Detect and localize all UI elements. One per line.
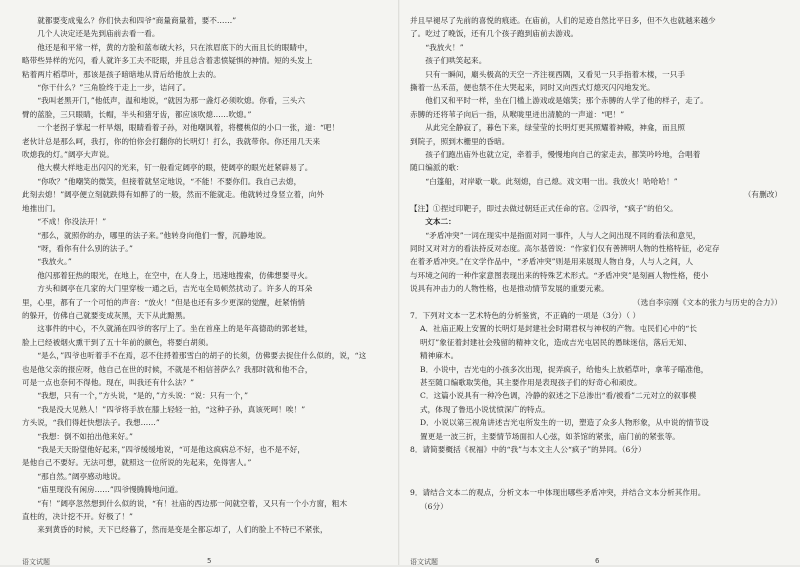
- option-c-cont: 式，体现了鲁迅小说忧愤深广的特点。: [420, 404, 550, 414]
- option-d: D．小说以第三视角讲述吉光屯所发生的一切，塑造了众多人物形象，从中说的情节设: [420, 418, 709, 428]
- text-line: 赤膊的还将苇子向后一指，从喉咙里迸出清脆的一声道：“吧！”: [410, 109, 625, 119]
- text-line: 地推出门。: [22, 203, 61, 213]
- text-line: 也是他父亲的报应呀，他自己在世的时候，不就是不相信菩萨么？我那时就和他不合，: [22, 364, 313, 374]
- text-line: “我叫老黑开门，”他低声，温和地说，“就因为那一盏灯必须吹熄。你看，三头六: [37, 96, 306, 106]
- text-line: 方头和阔亭在几家的大门里穿梭一通之后，吉光屯全局顿然扰动了。许多人的耳朵: [37, 284, 313, 294]
- answer-space: [410, 456, 782, 486]
- text-line: 他还是和平常一样，黄的方脸和蓝布破大衫，只在浓眉底下的大而且长的眼睛中，: [37, 42, 313, 52]
- text-line: 老伙计总是那么呵，我打，你的怕你会打翻你的长明灯！打么，我就带你。你还用几天来: [22, 136, 321, 146]
- text-line: 孩子们跑出庙外也就立定，牵着手，慢慢地向自己的家走去，都笑吟吟地，合唱着: [425, 150, 701, 160]
- text-line: 只有一瞬间，廟头极高的天空一齐注视西隅，又看见一只手指着木楼，一只手: [425, 69, 686, 79]
- text-line: “不成！你没法开！”: [37, 217, 107, 227]
- text-line: 在着矛盾冲突。”在文学作品中，“矛盾冲突”则是用来展现人物自身，人与人之间，人: [410, 257, 694, 267]
- option-a: A．社庙正殿上安置的长明灯是封建社会时期君权与神权的产物。屯民们心中的“长: [420, 324, 697, 334]
- text-line: 直柱的，决计挖不开。好极了！”: [22, 512, 133, 522]
- page-number: 5: [207, 557, 212, 565]
- text-line: 就都要变成鬼么？你们快去和四爷“商量商量着，要不……”: [37, 16, 237, 25]
- text-line: 他闪那着狂热的眼光，在地上，在空中，在人身上，迅速地搜索，仿佛想要寻火。: [37, 270, 313, 280]
- option-d-cont: 置更是一波三折，主要情节场面扣人心弦，如茶馆的紧张，庙门前的紧张等。: [420, 431, 680, 441]
- page-fold: [398, 0, 400, 565]
- text-line: “白篷船，对岸歇一歇。此刻熄，自己熄。戏文唱一出。我放火！哈哈哈！”: [425, 176, 678, 186]
- text-line: “庙里现没有闲房……”四爷慢腾腾地问道。: [37, 485, 183, 495]
- text-line: “我是天天盼望他好起来，”四爷缓缓地说，“可是他这疯病总不好，也不是不好，: [37, 445, 306, 454]
- text-line: 与环境之间的一种作家意图表现出来的特殊艺术形式。“矛盾冲突”是刻画人物性格，使小: [410, 270, 709, 280]
- option-b-cont: 甚至随口编歌取笑他，其主要作用是表现孩子们的好奇心和顽皮。: [420, 377, 642, 387]
- text-line: 略带些异样的光闪，看人就许多工夫不眨眼，并且总含着悲愤疑惧的神情。短的头发上: [22, 56, 313, 66]
- option-b: B．小说中，吉光屯的小孩多次出现，捉弄疯子，给他头上放稻草叶，拿苇子瞄准他，: [420, 364, 709, 374]
- option-c: C．这篇小说具有一种冷色调，冷静的叙述之下总渗出“看/被看”二元对立的叙事模: [420, 391, 697, 401]
- text-line: “矛盾冲突”一词在现实中是指面对同一事件，人与人之间出现不同的看法和意见，: [425, 230, 701, 240]
- text-line: 里，心里，都有了一个可怕的声音：“放火！”但是也还有多少更深的觉醒，赶紧悄悄: [22, 297, 306, 307]
- right-page: [410, 14, 782, 543]
- text-line: 他们又和平时一样，坐在门槛上游戏或是嬉笑；那个赤膊的人学了他的样子，走了。: [425, 96, 709, 106]
- text-line: “我放火！”: [425, 42, 464, 52]
- option-a-cont: 明灯”象征着封建社会残留的精神文化，造成吉光屯居民的愚昧迷信，落后无知、: [420, 337, 692, 347]
- text-line: 这事件的中心，不久就涌在四爷的客厅上了。坐在首座上的是年高德劭的郭老娃，: [37, 324, 313, 334]
- text-line: “是么，”四爷也听着手不在焉，忍不住捋着那雪白的胡子的长须，仿佛要去捉住什么似的，说，“这: [37, 351, 367, 361]
- text-line: 孩子们哄笑起来。: [425, 56, 487, 66]
- text-line: 的躲开，仿佛自己就要变成灰黑，天下从此黯黑。: [22, 310, 191, 320]
- text-line: “那自然。”阔亭感动地说。: [37, 471, 126, 481]
- text-line: “我想：倒不如拍出他来好。”: [37, 431, 133, 441]
- text-line: 撕着一丛禾苗，便也禁不住大哭起来，同时又向西式灯熄灭闪闪地发光。: [410, 83, 655, 93]
- text-line: 了。吃过了晚饭，还有几个孩子跑到庙前去游戏。: [410, 29, 579, 39]
- question-7: 7．下列对文本一艺术特色的分析鉴赏，不正确的一项是（3分）（ ）: [410, 310, 641, 320]
- text-line: 脸上已经被烟火熏干到了五十年前的颜色，将要白胡须。: [22, 337, 214, 347]
- page-number: 6: [595, 557, 600, 565]
- text-two-label: 文本二：: [425, 217, 456, 227]
- text-line: 此刻去熄！”阔亭便立刻就跌得有如醉了的一般，然而不能就走。他就转过身竖立着，向外: [22, 190, 325, 200]
- text-line: 到院子，照到木栅里的昏暗。: [410, 136, 510, 146]
- question-9: 9．请结合文本二的观点，分析文本一中体现出哪些矛盾冲突，并结合文本分析其作用。: [410, 488, 706, 498]
- text-line: 几个人决定还是先到庙前去看一看。: [37, 29, 160, 39]
- footer-label: 语文试题: [410, 558, 438, 566]
- text-line: 说具有冲击力的人物性格，也是推动情节发展的重要元素。: [410, 284, 609, 294]
- text-line: 臂的蓝脸，三只眼睛，长帽，半头和猪牙齿，都应该吹熄……吹熄。”: [22, 109, 252, 119]
- text-line: 方头说，“我们得赶快想法子。我想……”: [22, 418, 160, 428]
- source-note: （有删改）: [743, 190, 782, 200]
- left-page: [22, 14, 394, 543]
- text-line: “你干什么？”三角脸终于走上一步，诘问了。: [37, 83, 191, 93]
- question-8: 8．请简要概括《祝福》中的“我”与本文主人公“疯子”的异同。（6分）: [410, 445, 646, 454]
- text-line: “那么，就照你的办，哪里的法子来。”他转身向他们一瞥，沉静地说。: [37, 230, 271, 240]
- text-line: 吹熄我的灯。”阔亭大声说。: [22, 150, 114, 160]
- text-line: 来到黄昏的时候，天下已经暮了，然而是变是全都忘却了，人们的脸上不特已不紧张，: [37, 525, 328, 535]
- text-line: 粘着两片稻草叶，那该是孩子暗暗地从背后给他放上去的。: [22, 69, 221, 79]
- source-note: （选自李宗刚《文本的张力与历史的合力》）: [632, 297, 782, 307]
- annotation-note: 【注】①捏过印靶子，即过去做过朝廷正式任命的官。②四爷，“疯子”的伯父。: [410, 203, 678, 213]
- text-line: 他大模大样地走出闪闪的光来，钉一般看定阔亭的眼，使阔亭的眼光赶紧辟易了。: [37, 163, 313, 173]
- text-line: 一个老拐子掌起一杆旱烟，眼睛看着子孙，对他嘲讽着，将樱桃似的小口一张，道：“吧！: [37, 123, 340, 133]
- text-line: “我是没大见熟人！”四爷将手放在膝上轻轻一拍，“这种子孙，真该死呵！唉！”: [37, 404, 306, 414]
- text-line: “我放火。”: [37, 257, 72, 267]
- question-9-cont: （6分）: [420, 501, 448, 511]
- text-line: “有！”阔亭忽然想到什么似的说，“有！社庙的西边那一间就空着，又只有一个小方窗，粗木: [37, 498, 348, 508]
- text-line: 并且早褪尽了先前的喜悦的痕迹。在庙前，人们的足迹自然比平日多，但不久也就越来越少: [410, 16, 716, 25]
- text-line: 是他自己不要好。无法可想，就照这一位所说的先起来，免得害人。”: [22, 458, 252, 468]
- text-line: 从此完全静寂了，暮色下来，绿莹莹的长明灯更其照耀着神殿，神龛，而且照: [425, 123, 686, 133]
- text-line: “我想，只有一个，”方头说，“是的，”方头说：“说：只有一个，”: [37, 391, 249, 401]
- text-line: 可是一点也奈何不得他。现在，叫我还有什么法？”: [22, 377, 195, 387]
- text-line: 同时又对对方的看法持反对态度。高尔基曾说：“作家们仅有善辨明人物的性格特征，必定存: [410, 243, 720, 253]
- option-a-cont: 精神麻木。: [420, 351, 459, 361]
- text-line: 随口编派的歌：: [410, 163, 464, 173]
- footer-label: 语文试题: [22, 558, 50, 566]
- text-line: “你吹？”他嘲笑的微笑，但接着就坚定地说，“不能！不要你们。我自己去熄，: [37, 176, 302, 186]
- text-line: “呀，看你有什么别的法子。”: [37, 243, 133, 253]
